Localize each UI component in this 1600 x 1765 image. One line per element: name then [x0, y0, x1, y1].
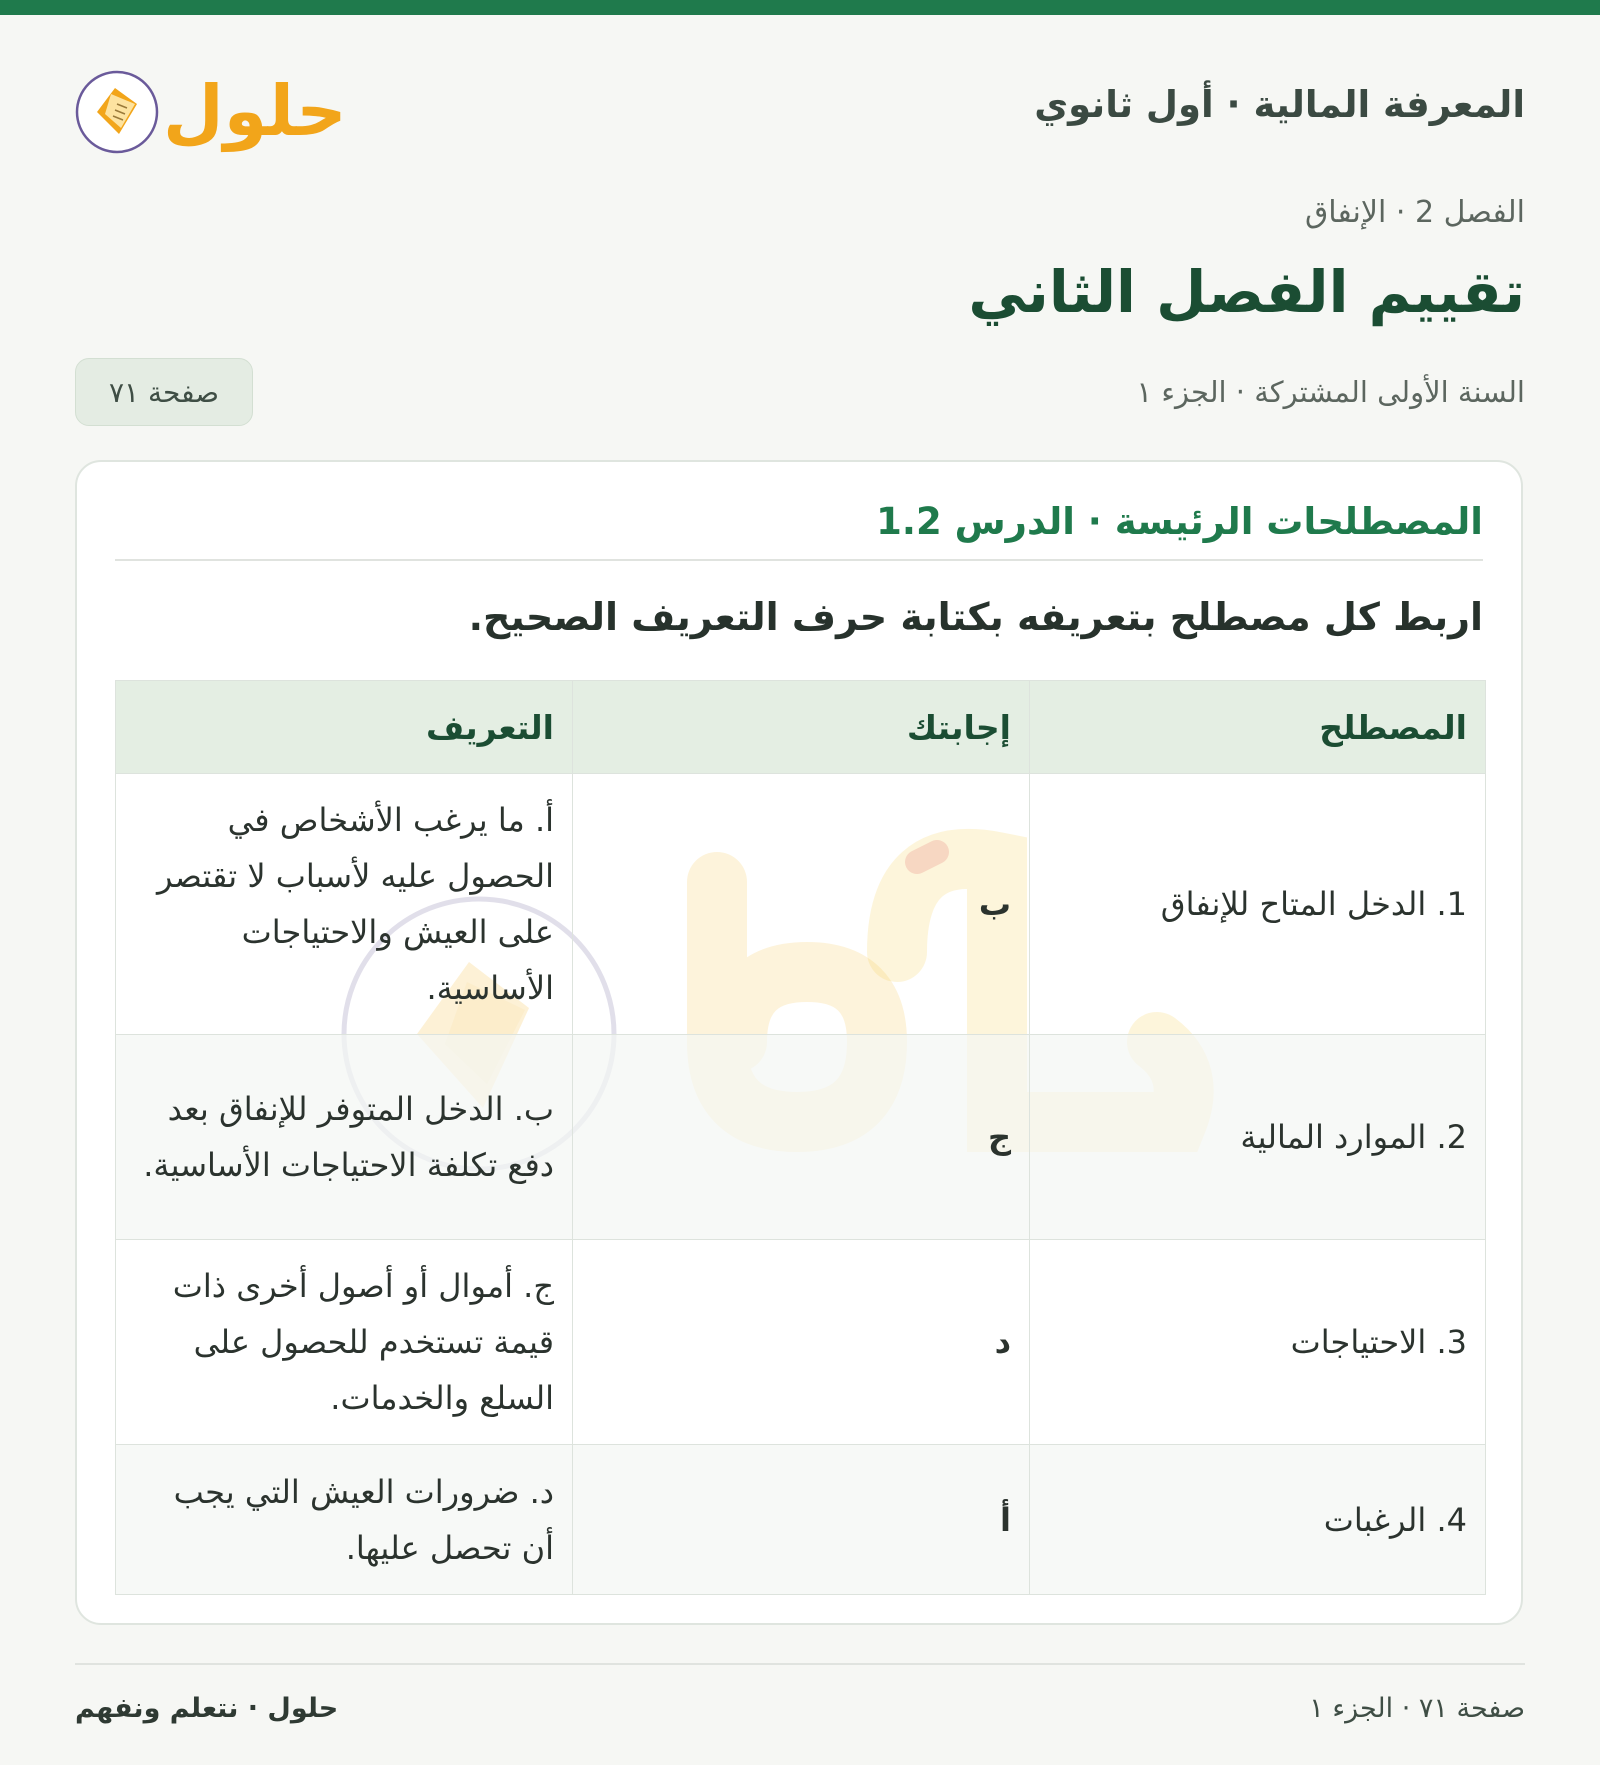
answer-cell[interactable]: ج: [573, 1035, 1030, 1240]
section-title: المصطلحات الرئيسة · الدرس 1.2: [876, 500, 1483, 543]
term-cell: 1. الدخل المتاح للإنفاق: [1030, 774, 1486, 1035]
section-divider: [115, 559, 1483, 561]
meta-label: السنة الأولى المشتركة · الجزء ١: [1136, 375, 1525, 409]
footer-divider: [75, 1663, 1525, 1665]
top-accent-bar: [0, 0, 1600, 15]
chapter-label: الفصل 2 · الإنفاق: [1304, 195, 1525, 230]
table-row: [116, 1240, 1486, 1445]
definition-cell: د. ضرورات العيش التي يجب أن تحصل عليها.: [116, 1445, 573, 1595]
footer-brand: حلول · نتعلم ونفهم: [75, 1693, 339, 1724]
terms-table: [115, 680, 1486, 1595]
answer-cell[interactable]: أ: [573, 1445, 1030, 1595]
terms-card: [75, 460, 1523, 1625]
header-term: المصطلح: [1030, 681, 1486, 774]
brand-name: حلول: [163, 70, 347, 152]
term-cell: 4. الرغبات: [1030, 1445, 1486, 1595]
definition-cell: ج. أموال أو أصول أخرى ذات قيمة تستخدم للحصول على السلع والخدمات.: [116, 1240, 573, 1445]
term-cell: 3. الاحتياجات: [1030, 1240, 1486, 1445]
header-answer: إجابتك: [573, 681, 1030, 774]
table-row: [116, 774, 1486, 1035]
page-header: [75, 48, 1525, 168]
header-definition: التعريف: [116, 681, 573, 774]
footer-page-info: صفحة ٧١ · الجزء ١: [1309, 1693, 1525, 1724]
table-header-row: [116, 681, 1486, 774]
page-badge: صفحة ٧١: [75, 358, 253, 426]
answer-cell[interactable]: د: [573, 1240, 1030, 1445]
table-row: [116, 1445, 1486, 1595]
table-row: [116, 1035, 1486, 1240]
answer-cell[interactable]: ب: [573, 774, 1030, 1035]
page-title: تقييم الفصل الثاني: [968, 258, 1525, 326]
term-cell: 2. الموارد المالية: [1030, 1035, 1486, 1240]
definition-cell: أ. ما يرغب الأشخاص في الحصول عليه لأسباب لا تقتصر على العيش والاحتياجات الأساسية.: [116, 774, 573, 1035]
instruction-text: اربط كل مصطلح بتعريفه بكتابة حرف التعريف الصحيح.: [468, 595, 1483, 639]
definition-cell: ب. الدخل المتوفر للإنفاق بعد دفع تكلفة الاحتياجات الأساسية.: [116, 1035, 573, 1240]
brand-logo[interactable]: [75, 48, 347, 168]
subject-title: المعرفة المالية · أول ثانوي: [1034, 83, 1525, 126]
